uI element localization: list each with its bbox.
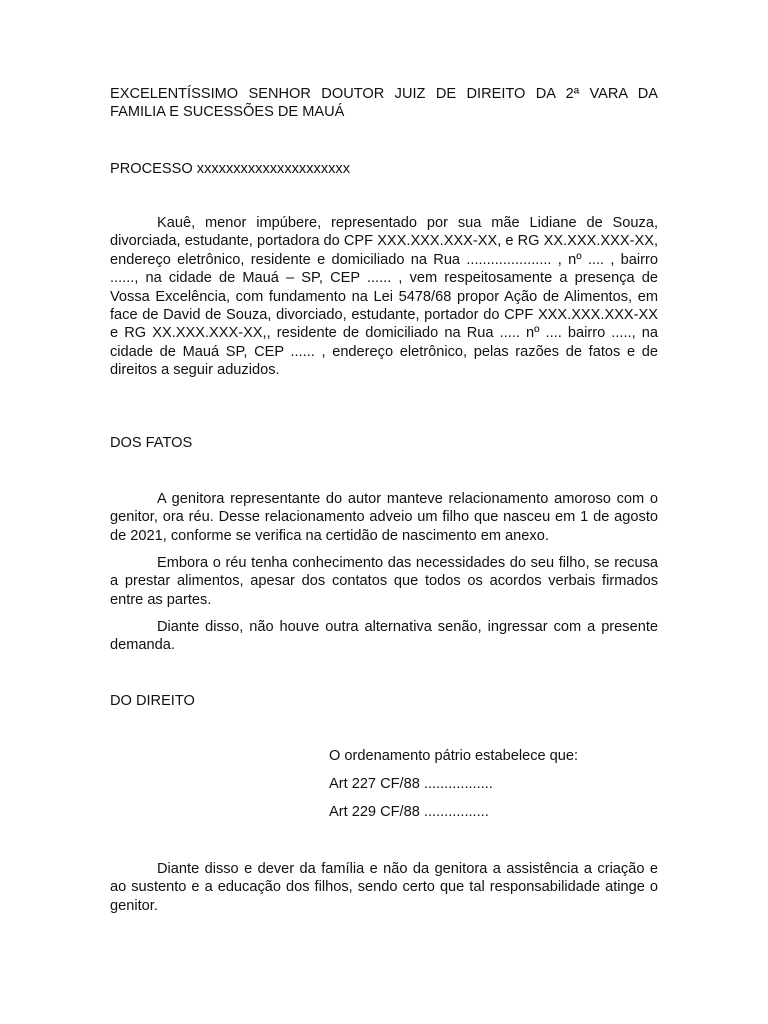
intro-paragraph: Kauê, menor impúbere, representado por sua mãe Lidiane de Souza, divorciada, estudante, portadora do CPF XXX.XXX.XXX-XX, e RG XX.XXX.XXX-XX, endereço eletrônico, residente e domiciliado na Rua ..................... , nº .... , bairro ......, na cidade de Mauá – SP, CEP ...... , vem respeitosamente a presença de Vossa Excelência, com fundamento na Lei 5478/68 propor Ação de Alimentos, em face de David de Souza, divorciado, estudante, portador do CPF XXX.XXX.XXX-XX e RG XX.XXX.XXX-XX,, residente de domiciliado na Rua ..... nº .... bairro ....., na cidade de Mauá SP, CEP ...... , endereço eletrônico, pelas razões de fatos e de direitos a seguir aduzidos.	[110, 215, 658, 379]
facts-paragraph-2: Embora o réu tenha conhecimento das necessidades do seu filho, se recusa a prestar alimentos, apesar dos contatos que todos os acordos verbais firmados entre as partes.	[110, 555, 658, 608]
process-number: PROCESSO xxxxxxxxxxxxxxxxxxxxx	[110, 161, 351, 177]
article-229: Art 229 CF/88 ................	[329, 804, 489, 820]
law-heading: DO DIREITO	[110, 693, 195, 709]
law-intro: O ordenamento pátrio estabelece que:	[329, 748, 579, 764]
law-conclusion: Diante disso e dever da família e não da genitora a assistência a criação e ao sustento e a educação dos filhos, sendo certo que tal responsabilidade atinge o genitor.	[110, 861, 658, 914]
facts-paragraph-1: A genitora representante do autor manteve relacionamento amoroso com o genitor, ora réu. Desse relacionamento adveio um filho que nasceu em 1 de agosto de 2021, conforme se verifica na certidão de nascimento em anexo.	[110, 491, 658, 544]
article-227: Art 227 CF/88 .................	[329, 776, 493, 792]
facts-paragraph-3: Diante disso, não houve outra alternativa senão, ingressar com a presente demanda.	[110, 619, 658, 654]
facts-heading: DOS FATOS	[110, 435, 193, 451]
addressee-heading: EXCELENTÍSSIMO SENHOR DOUTOR JUIZ DE DIREITO DA 2ª VARA DA FAMILIA E SUCESSÕES DE MAUÁ	[110, 86, 658, 121]
